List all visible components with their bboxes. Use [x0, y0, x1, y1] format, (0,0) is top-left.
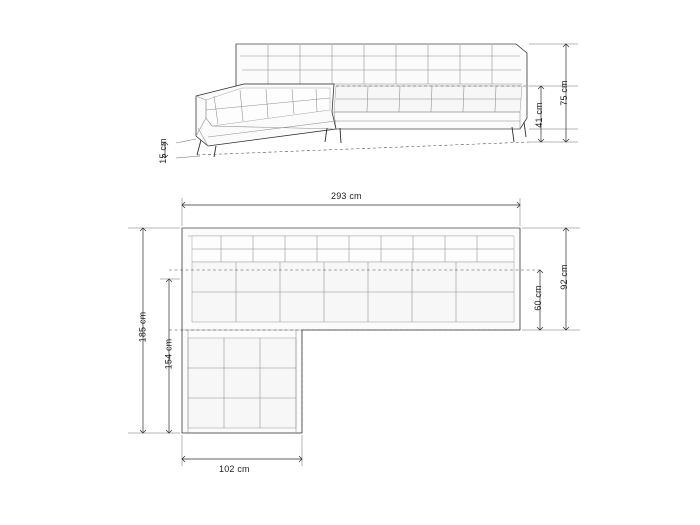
top-view [128, 198, 580, 466]
dim-chaise-width: 102 cm [219, 464, 250, 474]
dim-chaise-depth: 154 cm [163, 338, 174, 370]
perspective-view [162, 44, 578, 158]
dim-leg-height: 15 cm [157, 138, 168, 164]
dim-total-width: 293 cm [331, 191, 362, 201]
dim-seat-inner-depth: 60 cm [532, 285, 543, 311]
dim-seat-back-height: 41 cm [533, 102, 544, 128]
dim-total-height: 75 cm [558, 80, 569, 106]
dim-total-depth: 185 cm [137, 311, 148, 343]
dim-seat-depth: 92 cm [558, 264, 569, 290]
